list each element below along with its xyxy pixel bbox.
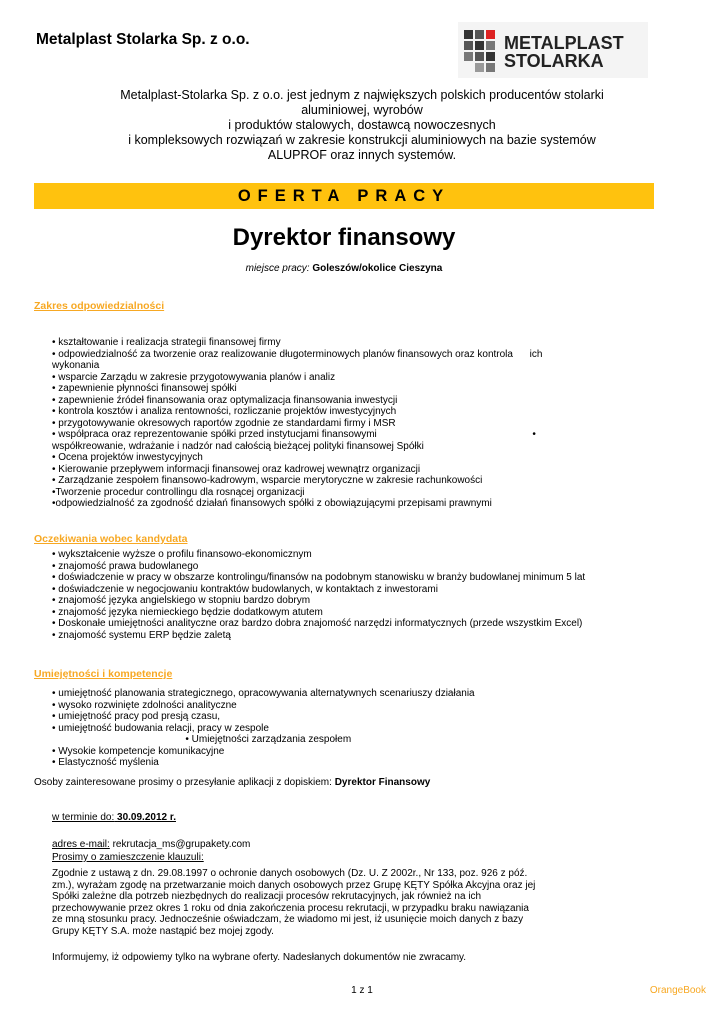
list-item: •Tworzenie procedur controllingu dla rosnącej organizacji	[52, 486, 305, 498]
clause-line: zm.), wyrażam zgodę na przetwarzanie moich danych osobowych przez Grupę KĘTY Spółka Akcyjna oraz jej	[52, 879, 536, 891]
responsibilities-list	[52, 337, 542, 510]
list-item: • Kierowanie przepływem informacji finansowej oraz kadrowej wewnątrz organizacji	[52, 463, 421, 475]
list-item: • Umiejętności zarządzania zespołem	[52, 734, 352, 745]
clause-line: Grupy KĘTY S.A. może nastąpić bez mojej zgody.	[52, 925, 274, 937]
intro-line: aluminiowej, wyrobów	[301, 103, 423, 117]
list-item: współkreowanie, wdrażanie i nadzór nad całością bieżącej polityki finansowej Spółki	[52, 440, 424, 452]
deadline	[52, 812, 176, 824]
list-item: • znajomość języka niemieckiego będzie dodatkowym atutem	[52, 606, 323, 618]
location-value: Goleszów/okolice Cieszyna	[312, 263, 443, 274]
list-item: • Ocena projektów inwestycyjnych	[52, 452, 203, 463]
list-item: • zapewnienie płynności finansowej spółki	[52, 383, 237, 394]
list-item: • wsparcie Zarządu w zakresie przygotowywania planów i analiz	[52, 371, 336, 383]
clause-line: przechowywanie przez okres 1 roku od dnia zakończenia procesu rekrutacji, w przypadku braku nawiązania	[52, 902, 529, 914]
logo-line2: STOLARKA	[504, 51, 604, 71]
company-intro	[36, 88, 688, 163]
list-item: • Wysokie kompetencje komunikacyjne	[52, 745, 225, 757]
intro-line: Metalplast-Stolarka Sp. z o.o. jest jednym z największych polskich producentów stolarki	[120, 88, 604, 102]
skills-list	[52, 688, 475, 769]
email-value[interactable]: rekrutacja_ms@grupakety.com	[112, 839, 251, 850]
intro-line: ALUPROF oraz innych systemów.	[267, 148, 457, 162]
expectations-list	[52, 549, 585, 641]
list-item: wykonania	[52, 360, 100, 371]
job-offer-banner: OFERTA PRACY	[34, 183, 654, 209]
footer-brand: OrangeBook	[649, 985, 706, 996]
deadline-label: w terminie do:	[52, 812, 115, 823]
logo-line1: METALPLAST	[504, 33, 624, 53]
company-name: Metalplast Stolarka Sp. z o.o.	[36, 31, 250, 48]
list-item: • wysoko rozwinięte zdolności analityczne	[52, 699, 237, 711]
list-item: • Doskonałe umiejętności analityczne oraz bardzo dobra znajomość narzędzi informatycznych (przede wszystkim Excel)	[52, 618, 583, 629]
job-title: Dyrektor finansowy	[232, 224, 456, 251]
application-instructions	[34, 777, 430, 789]
list-item: • Zarządzanie zespołem finansowo-kadrowym, wsparcie merytoryczne w zakresie rachunkowości	[52, 475, 483, 486]
clause-line: ze mną stosunku pracy. Jednocześnie oświadczam, że wiadomo mi jest, iż usunięcie moich danych z bazy	[52, 914, 524, 925]
skills-heading: Umiejętności i kompetencje	[34, 668, 173, 680]
responsibilities-heading: Zakres odpowiedzialności	[34, 300, 165, 312]
list-item: • znajomość prawa budowlanego	[52, 560, 199, 572]
list-item: • doświadczenie w pracy w obszarze kontrolingu/finansów na podobnym stanowisku w branży budowlanej minimum 5 lat	[52, 572, 586, 583]
clause-line: Zgodnie z ustawą z dn. 29.08.1997 o ochronie danych osobowych (Dz. U. Z 2002r., Nr 133, poz. 926 z póź.	[52, 868, 528, 879]
email-row	[52, 839, 250, 851]
list-item: • umiejętność budowania relacji, pracy w zespole	[52, 722, 269, 734]
list-item: • znajomość systemu ERP będzie zaletą	[52, 629, 231, 641]
list-item: • kształtowanie i realizacja strategii finansowej firmy	[52, 337, 281, 348]
intro-line: i kompleksowych rozwiązań w zakresie konstrukcji aluminiowych na bazie systemów	[128, 133, 596, 147]
list-item: • przygotowywanie okresowych raportów zgodnie ze standardami firmy i MSR	[52, 417, 396, 429]
list-item: • umiejętność pracy pod presją czasu,	[52, 711, 221, 722]
email-label: adres e-mail:	[52, 839, 110, 850]
consent-clause	[52, 868, 535, 937]
list-item: • znajomość języka angielskiego w stopniu bardzo dobrym	[52, 595, 311, 606]
deadline-value: 30.09.2012 r.	[117, 812, 176, 823]
list-item: • Elastyczność myślenia	[52, 757, 159, 768]
job-location	[34, 263, 654, 274]
list-item: • odpowiedzialność za tworzenie oraz realizowanie długoterminowych planów finansowych oraz kontrola ich	[52, 348, 543, 360]
company-logo	[458, 22, 648, 78]
clause-label: Prosimy o zamieszczenie klauzuli:	[52, 852, 204, 863]
page-number: 1 z 1	[351, 985, 373, 996]
intro-line: i produktów stalowych, dostawcą nowoczesnych	[228, 118, 496, 132]
list-item: • umiejętność planowania strategicznego, opracowywania alternatywnych scenariuszy działania	[52, 688, 475, 699]
list-item: • współpraca oraz reprezentowanie spółki przed instytucjami finansowymi •	[52, 429, 536, 440]
list-item: • zapewnienie źródeł finansowania oraz optymalizacja finansowania inwestycji	[52, 394, 398, 406]
list-item: • wykształcenie wyższe o profilu finansowo-ekonomicznym	[52, 549, 312, 560]
location-label: miejsce pracy:	[245, 263, 310, 274]
list-item: •odpowiedzialność za zgodność działań finansowych spółki z obowiązującymi przepisami prawnymi	[52, 498, 492, 509]
application-keyword: Dyrektor Finansowy	[334, 777, 431, 788]
clause-line: Spółki zależne dla potrzeb niezbędnych do realizacji procesów rekrutacyjnych, jak również na ich	[52, 891, 482, 902]
expectations-heading: Oczekiwania wobec kandydata	[34, 533, 188, 545]
list-item: • kontrola kosztów i analiza rentowności, rozliczanie projektów inwestycyjnych	[52, 406, 397, 417]
application-text: Osoby zainteresowane prosimy o przesyłanie aplikacji z dopiskiem:	[34, 777, 332, 788]
list-item: • doświadczenie w negocjowaniu kontraktów budowlanych, w kontaktach z inwestorami	[52, 583, 438, 595]
closing-note: Informujemy, iż odpowiemy tylko na wybrane oferty. Nadesłanych dokumentów nie zwracamy.	[52, 952, 467, 963]
